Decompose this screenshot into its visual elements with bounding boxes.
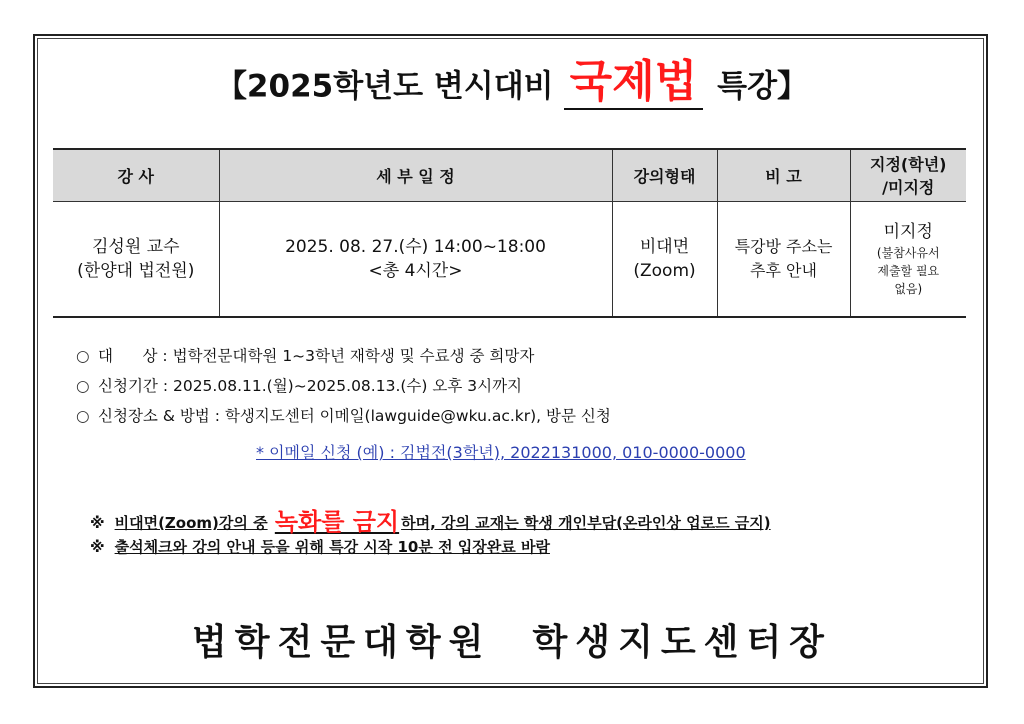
email-example: * 이메일 신청 (예) : 김법전(3학년), 2022131000, 010-0000-0000	[256, 443, 746, 462]
notice2-text: 출석체크와 강의 안내 등을 위해 특강 시작 10분 전 입장완료 바람	[114, 538, 550, 556]
format-platform: (Zoom)	[633, 260, 696, 281]
list-item	[76, 401, 611, 431]
cell-schedule	[219, 201, 612, 317]
document-title	[0, 56, 1024, 110]
reference-mark-icon: ※	[90, 514, 105, 532]
header-designation-line1: 지정(학년)	[870, 155, 947, 175]
instructor-name: 김성원 교수	[91, 236, 180, 257]
notice1-highlight: 녹화를 금지	[274, 508, 400, 536]
application-info-list	[76, 341, 611, 431]
designation-value: 미지정	[883, 221, 933, 242]
title-highlight: 국제법	[564, 56, 704, 110]
list-item	[76, 371, 611, 401]
reference-mark-icon: ※	[90, 538, 105, 556]
cell-designation	[850, 201, 966, 317]
notice-attendance	[90, 536, 550, 557]
lecture-info-table	[53, 148, 966, 318]
issuer-signature: 법학전문대학원 학생지도센터장	[192, 622, 832, 663]
format-type: 비대면	[639, 236, 690, 257]
designation-sub3: 없음)	[894, 281, 923, 296]
cell-instructor	[53, 201, 219, 317]
instructor-affiliation: (한양대 법전원)	[77, 260, 195, 281]
cell-note	[717, 201, 850, 317]
title-suffix: 특강】	[717, 68, 809, 105]
list-item	[76, 341, 611, 371]
item-method: 신청장소 & 방법 : 학생지도센터 이메일(lawguide@wku.ac.kr), 방문 신청	[98, 407, 611, 425]
table-row	[53, 201, 966, 317]
note-line2: 추후 안내	[750, 260, 817, 280]
schedule-datetime: 2025. 08. 27.(수) 14:00~18:00	[285, 236, 546, 257]
notice1-prefix: 비대면(Zoom)강의 중	[114, 514, 268, 532]
notice-recording	[90, 502, 771, 537]
schedule-duration: <총 4시간>	[368, 260, 463, 281]
designation-sub1: (불참사유서	[876, 245, 940, 260]
header-schedule: 세 부 일 정	[219, 149, 612, 201]
circle-bullet-icon: ○	[76, 377, 90, 395]
table-header-row	[53, 149, 966, 201]
circle-bullet-icon: ○	[76, 347, 90, 365]
title-prefix: 【2025학년도 변시대비	[215, 68, 554, 105]
note-line1: 특강방 주소는	[734, 236, 833, 256]
header-designation-line2: /미지정	[882, 178, 935, 198]
circle-bullet-icon: ○	[76, 407, 90, 425]
item-target: 대 상 : 법학전문대학원 1~3학년 재학생 및 수료생 중 희망자	[98, 347, 535, 365]
cell-format	[612, 201, 717, 317]
designation-sub2: 제출할 필요	[877, 263, 940, 278]
header-instructor: 강 사	[53, 149, 219, 201]
notice1-suffix: 하며, 강의 교재는 학생 개인부담(온라인상 업로드 금지)	[401, 514, 771, 532]
header-note: 비 고	[717, 149, 850, 201]
header-format: 강의형태	[612, 149, 717, 201]
item-period: 신청기간 : 2025.08.11.(월)~2025.08.13.(수) 오후 3시까지	[98, 377, 523, 395]
header-designation	[850, 149, 966, 201]
